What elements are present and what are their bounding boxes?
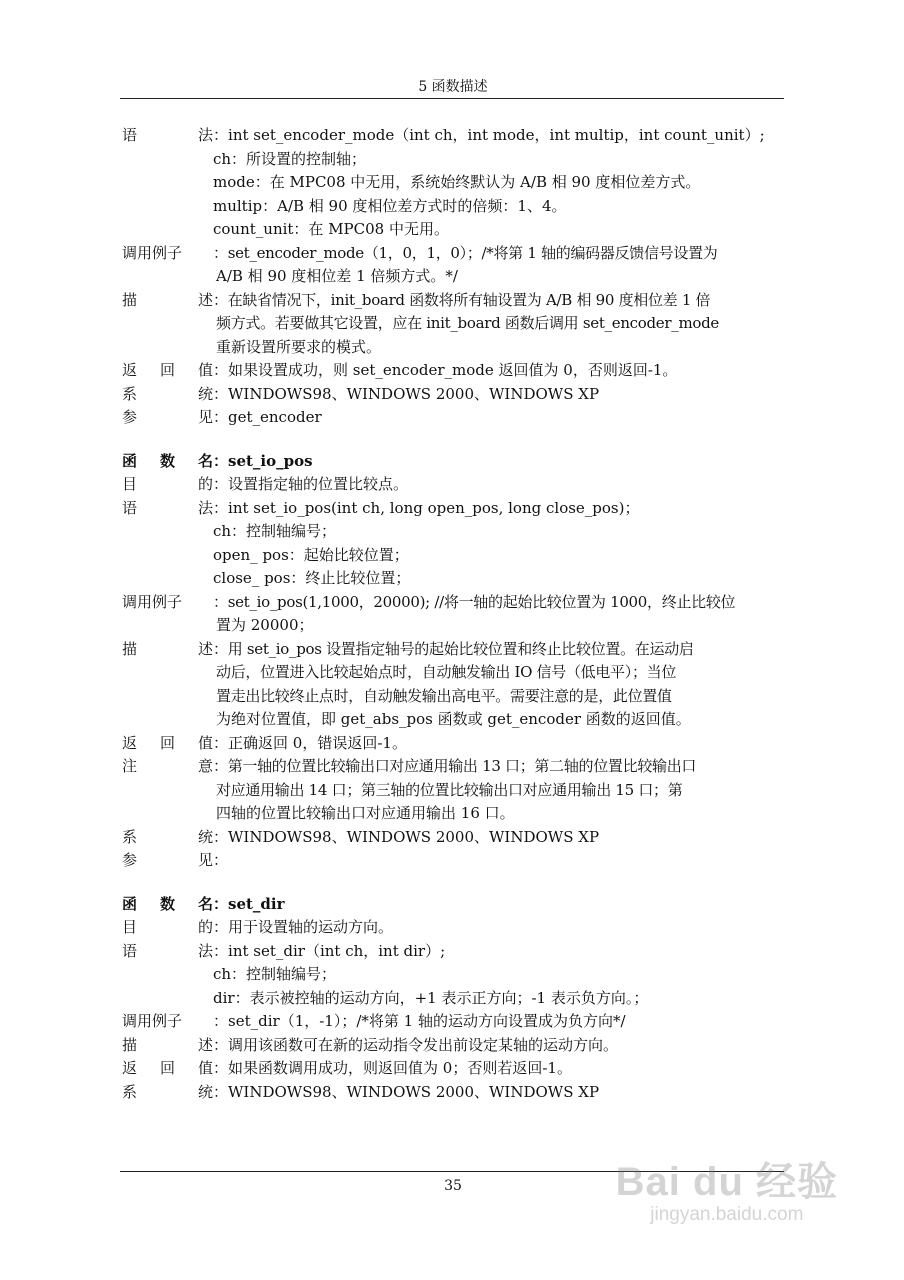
param-line: dir：表示被控轴的运动方向，+1 表示正方向；-1 表示负方向。； <box>213 988 649 1007</box>
syntax-text: ：int set_dir（int ch，int dir）; <box>213 941 446 960</box>
return-row <box>122 732 786 756</box>
field-label: 语 法 <box>122 941 213 960</box>
return-text: ：正确返回 0，错误返回-1。 <box>213 733 407 752</box>
param-line: ch：所设置的控制轴； <box>213 149 367 168</box>
function-name: ：set_io_pos <box>213 451 313 470</box>
purpose-text: ：用于设置轴的运动方向。 <box>213 918 394 936</box>
note-row <box>122 755 786 779</box>
field-label: 语 法 <box>122 498 213 517</box>
note-text-cont: 对应通用输出 14 口；第三轴的位置比较输出口对应通用输出 15 口；第 <box>216 780 683 799</box>
param-line: count_unit：在 MPC08 中无用。 <box>213 220 449 238</box>
watermark-url: jingyan.baidu.com <box>650 1204 804 1225</box>
field-label: 注 意 <box>122 757 213 775</box>
example-text-cont: 置为 20000； <box>216 616 314 634</box>
example-text: ：set_dir（1，-1）；/*将第 1 轴的运动方向设置成为负方向*/ <box>213 1012 626 1030</box>
note-text-cont: 四轴的位置比较输出口对应通用输出 16 口。 <box>216 804 515 822</box>
syntax-text: ：int set_io_pos(int ch, long open_pos, long close_pos)； <box>213 498 640 517</box>
system-row <box>122 826 786 850</box>
see-also-text: ：get_encoder <box>213 408 322 426</box>
watermark-logo: Bai du 经验 <box>615 1160 838 1204</box>
return-text: ：如果函数调用成功，则返回值为 0；否则若返回-1。 <box>213 1059 572 1077</box>
description-text: ：在缺省情况下，init_board 函数将所有轴设置为 A/B 相 90 度相位差 1 倍 <box>213 290 711 309</box>
syntax-row <box>122 940 786 964</box>
system-text: ：WINDOWS98、WINDOWS 2000、WINDOWS XP <box>213 384 600 403</box>
param-line: mode：在 MPC08 中无用，系统始终默认为 A/B 相 90 度相位差方式。 <box>213 173 701 191</box>
example-row <box>122 1010 786 1034</box>
return-row <box>122 359 786 383</box>
system-text: ：WINDOWS98、WINDOWS 2000、WINDOWS XP <box>213 1082 600 1101</box>
param-line: ch：控制轴编号； <box>213 965 337 983</box>
field-label: 目 的 <box>122 475 213 493</box>
example-text-cont: A/B 相 90 度相位差 1 倍频方式。*/ <box>216 267 458 285</box>
see-also-row <box>122 849 786 873</box>
see-also-row <box>122 406 786 430</box>
field-label: 系 统 <box>122 827 213 846</box>
param-line: multip：A/B 相 90 度相位差方式时的倍频：1、4。 <box>213 196 567 215</box>
field-label: 返 回 值 <box>122 733 213 752</box>
param-line: close_ pos：终止比较位置； <box>213 569 411 587</box>
field-label: 调用例子 <box>122 592 183 611</box>
field-label: 函 数 名 <box>122 451 213 470</box>
baidu-jingyan-watermark <box>616 1160 838 1226</box>
system-row <box>122 383 786 407</box>
description-row <box>122 1034 786 1058</box>
description-text: ：用 set_io_pos 设置指定轴号的起始比较位置和终止比较位置。在运动启 <box>213 639 694 658</box>
purpose-row <box>122 473 786 497</box>
description-row <box>122 638 786 662</box>
example-text: ：set_encoder_mode（1，0，1，0）；/*将第 1 轴的编码器反馈信号设置为 <box>213 243 718 262</box>
field-label: 函 数 名 <box>122 894 213 913</box>
purpose-row <box>122 916 786 940</box>
example-row <box>122 591 786 615</box>
example-text: ：set_io_pos(1,1000，20000); //将一轴的起始比较位置为 1000，终止比较位 <box>213 592 736 611</box>
field-label: 描 述 <box>122 1035 213 1054</box>
see-also-text: ： <box>213 851 229 869</box>
field-label: 系 统 <box>122 384 213 403</box>
field-label: 调用例子 <box>122 243 183 262</box>
description-text-cont: 为绝对位置值，即 get_abs_pos 函数或 get_encoder 函数的返回值。 <box>216 710 691 728</box>
description-text-cont: 重新设置所要求的模式。 <box>216 337 382 356</box>
field-label: 描 述 <box>122 639 213 658</box>
system-text: ：WINDOWS98、WINDOWS 2000、WINDOWS XP <box>213 827 600 846</box>
function-name-row <box>122 450 786 474</box>
description-row <box>122 289 786 313</box>
function-name-row <box>122 893 786 917</box>
description-text-cont: 置走出比较终止点时，自动触发输出高电平。需要注意的是，此位置值 <box>216 686 672 705</box>
description-text: ：调用该函数可在新的运动指令发出前设定某轴的运动方向。 <box>213 1035 619 1054</box>
field-label: 目 的 <box>122 918 213 936</box>
field-label: 返 回 值 <box>122 1059 213 1077</box>
return-row <box>122 1057 786 1081</box>
running-header: 5 函数描述 <box>418 79 488 95</box>
field-label: 调用例子 <box>122 1012 183 1030</box>
function-name: ：set_dir <box>213 894 285 913</box>
description-text-cont: 频方式。若要做其它设置，应在 init_board 函数后调用 set_encoder_mode <box>216 314 719 332</box>
page-number: 35 <box>444 1178 462 1194</box>
field-label: 参 见 <box>122 408 213 426</box>
example-row <box>122 242 786 266</box>
field-label: 系 统 <box>122 1082 213 1101</box>
purpose-text: ：设置指定轴的位置比较点。 <box>213 475 409 493</box>
syntax-row <box>122 124 786 148</box>
return-text: ：如果设置成功，则 set_encoder_mode 返回值为 0，否则返回-1。 <box>213 361 678 379</box>
note-text: ：第一轴的位置比较输出口对应通用输出 13 口；第二轴的位置比较输出口 <box>213 757 697 775</box>
system-row <box>122 1081 786 1105</box>
description-text-cont: 动后，位置进入比较起始点时，自动触发输出 IO 信号（低电平）；当位 <box>216 663 677 681</box>
param-line: open_ pos：起始比较位置； <box>213 545 409 564</box>
field-label: 参 见 <box>122 851 213 869</box>
param-line: ch：控制轴编号； <box>213 522 337 540</box>
field-label: 描 述 <box>122 290 213 309</box>
field-label: 语 法 <box>122 126 213 144</box>
syntax-text: ：int set_encoder_mode（int ch，int mode，int multip，int count_unit）; <box>213 126 765 144</box>
page-body <box>122 124 786 1104</box>
syntax-row <box>122 497 786 521</box>
field-label: 返 回 值 <box>122 361 213 379</box>
header-rule <box>120 98 784 99</box>
